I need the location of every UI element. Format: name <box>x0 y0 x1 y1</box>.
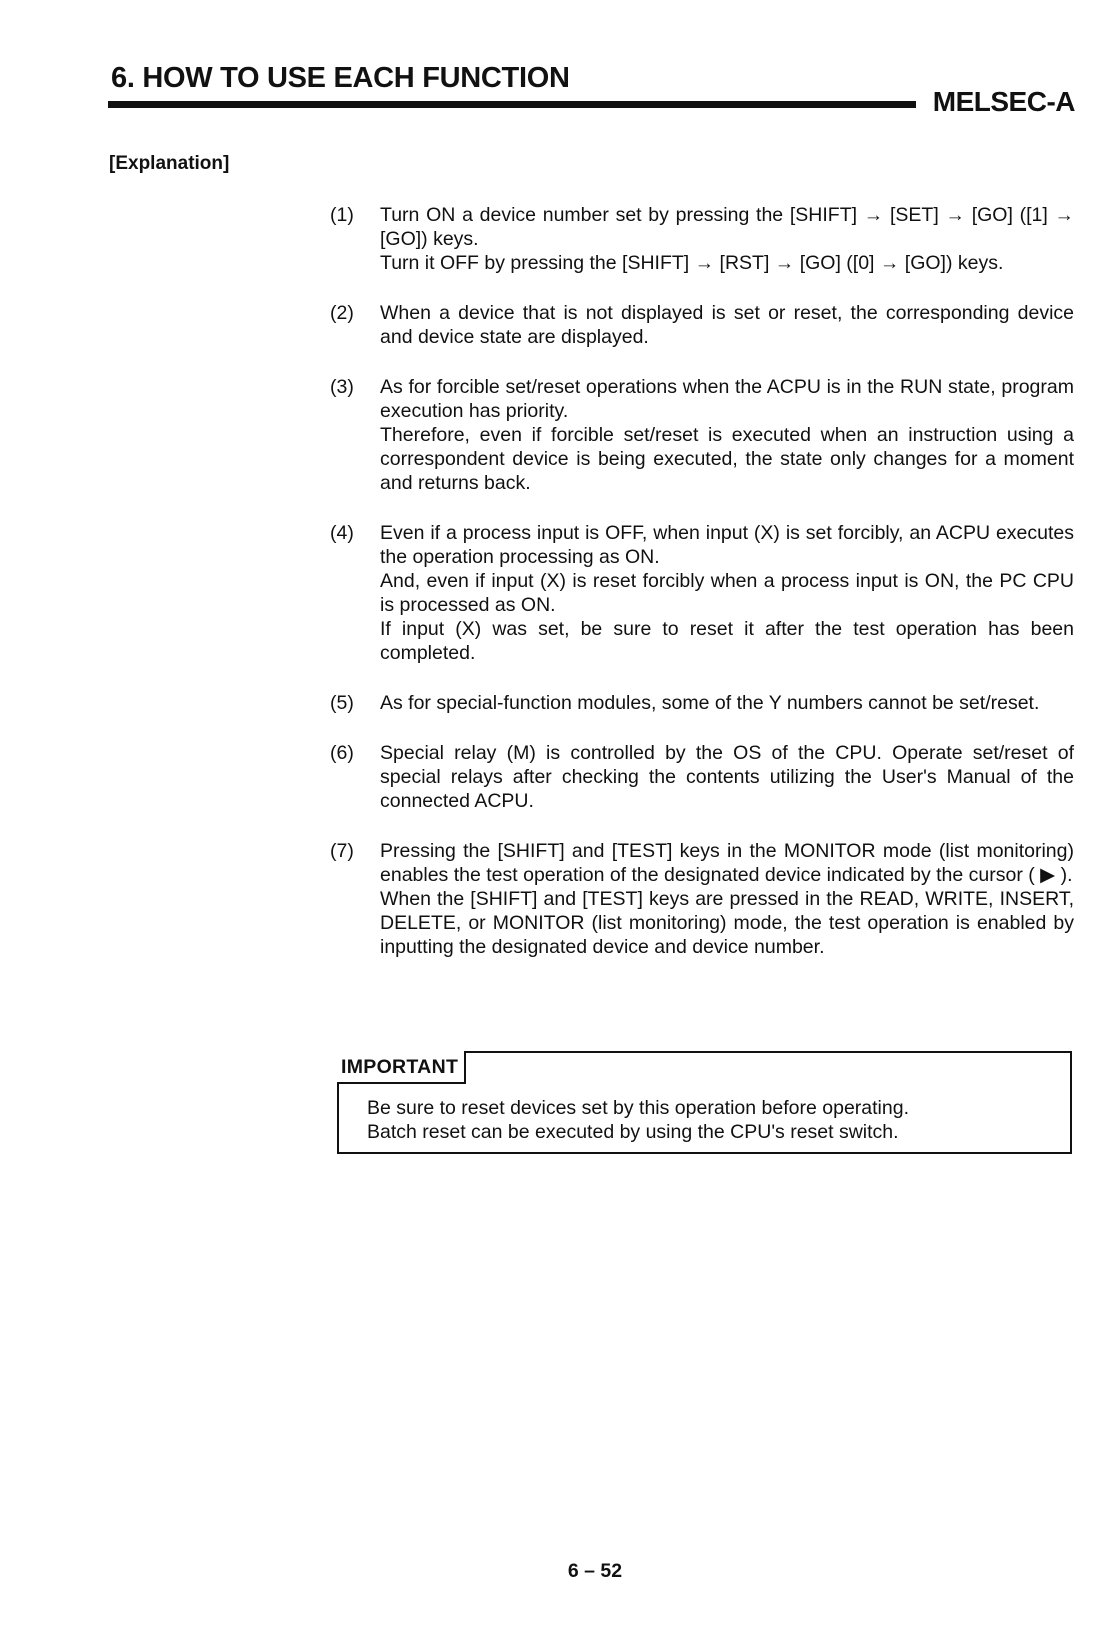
item-text <box>380 839 1074 959</box>
item-number: (1) <box>330 204 354 226</box>
item-paragraph: If input (X) was set, be sure to reset it after the test operation has been completed. <box>380 618 1074 664</box>
item-paragraph: And, even if input (X) is reset forcibly when a process input is ON, the PC CPU is processed as ON. <box>380 570 1074 616</box>
important-label: IMPORTANT <box>337 1051 466 1084</box>
item-text <box>380 521 1074 665</box>
item-paragraph: When the [SHIFT] and [TEST] keys are pressed in the READ, WRITE, INSERT, DELETE, or MONITOR (list monitoring) mode, the test operation is enabled by inputting the designated device and device number. <box>380 888 1074 958</box>
item-paragraph: Turn ON a device number set by pressing the [SHIFT] → [SET] → [GO] ([1] → [GO]) keys. <box>380 204 1074 250</box>
item-paragraph: Pressing the [SHIFT] and [TEST] keys in the MONITOR mode (list monitoring) enables the test operation of the designated device indicated by the cursor ( ▶ ). <box>380 840 1074 886</box>
list-item <box>330 839 1074 959</box>
item-text <box>380 691 1074 715</box>
item-number: (4) <box>330 522 354 544</box>
item-number: (3) <box>330 376 354 398</box>
item-text <box>380 203 1074 275</box>
item-text <box>380 741 1074 813</box>
important-line: Batch reset can be executed by using the CPU's reset switch. <box>367 1121 899 1143</box>
list-item <box>330 521 1074 665</box>
list-item <box>330 741 1074 813</box>
item-paragraph: Turn it OFF by pressing the [SHIFT] → [RST] → [GO] ([0] → [GO]) keys. <box>380 252 1004 274</box>
section-heading: [Explanation] <box>109 153 230 174</box>
explanation-list <box>330 203 1074 985</box>
page-title: 6. HOW TO USE EACH FUNCTION <box>111 62 570 94</box>
item-paragraph: As for forcible set/reset operations when the ACPU is in the RUN state, program execution has priority. <box>380 376 1074 422</box>
list-item <box>330 691 1074 715</box>
item-text <box>380 301 1074 349</box>
item-paragraph: Special relay (M) is controlled by the OS of the CPU. Operate set/reset of special relays after checking the contents utilizing the User's Manual of the connected ACPU. <box>380 742 1074 812</box>
list-item <box>330 375 1074 495</box>
list-item <box>330 301 1074 349</box>
important-line: Be sure to reset devices set by this operation before operating. <box>367 1097 909 1119</box>
important-text <box>367 1096 909 1144</box>
important-notice-box <box>337 1051 1072 1154</box>
item-paragraph: As for special-function modules, some of the Y numbers cannot be set/reset. <box>380 692 1040 714</box>
item-number: (6) <box>330 742 354 764</box>
item-paragraph: Therefore, even if forcible set/reset is executed when an instruction using a correspondent device is being executed, the state only changes for a moment and returns back. <box>380 424 1074 494</box>
item-number: (7) <box>330 840 354 862</box>
item-paragraph: Even if a process input is OFF, when input (X) is set forcibly, an ACPU executes the operation processing as ON. <box>380 522 1074 568</box>
brand-logo-text: MELSEC-A <box>932 86 1075 117</box>
list-item <box>330 203 1074 275</box>
page-number: 6 – 52 <box>567 1560 623 1582</box>
item-number: (2) <box>330 302 354 324</box>
item-paragraph: When a device that is not displayed is set or reset, the corresponding device and device state are displayed. <box>380 302 1074 348</box>
item-text <box>380 375 1074 495</box>
item-number: (5) <box>330 692 354 714</box>
header-rule <box>108 101 916 108</box>
